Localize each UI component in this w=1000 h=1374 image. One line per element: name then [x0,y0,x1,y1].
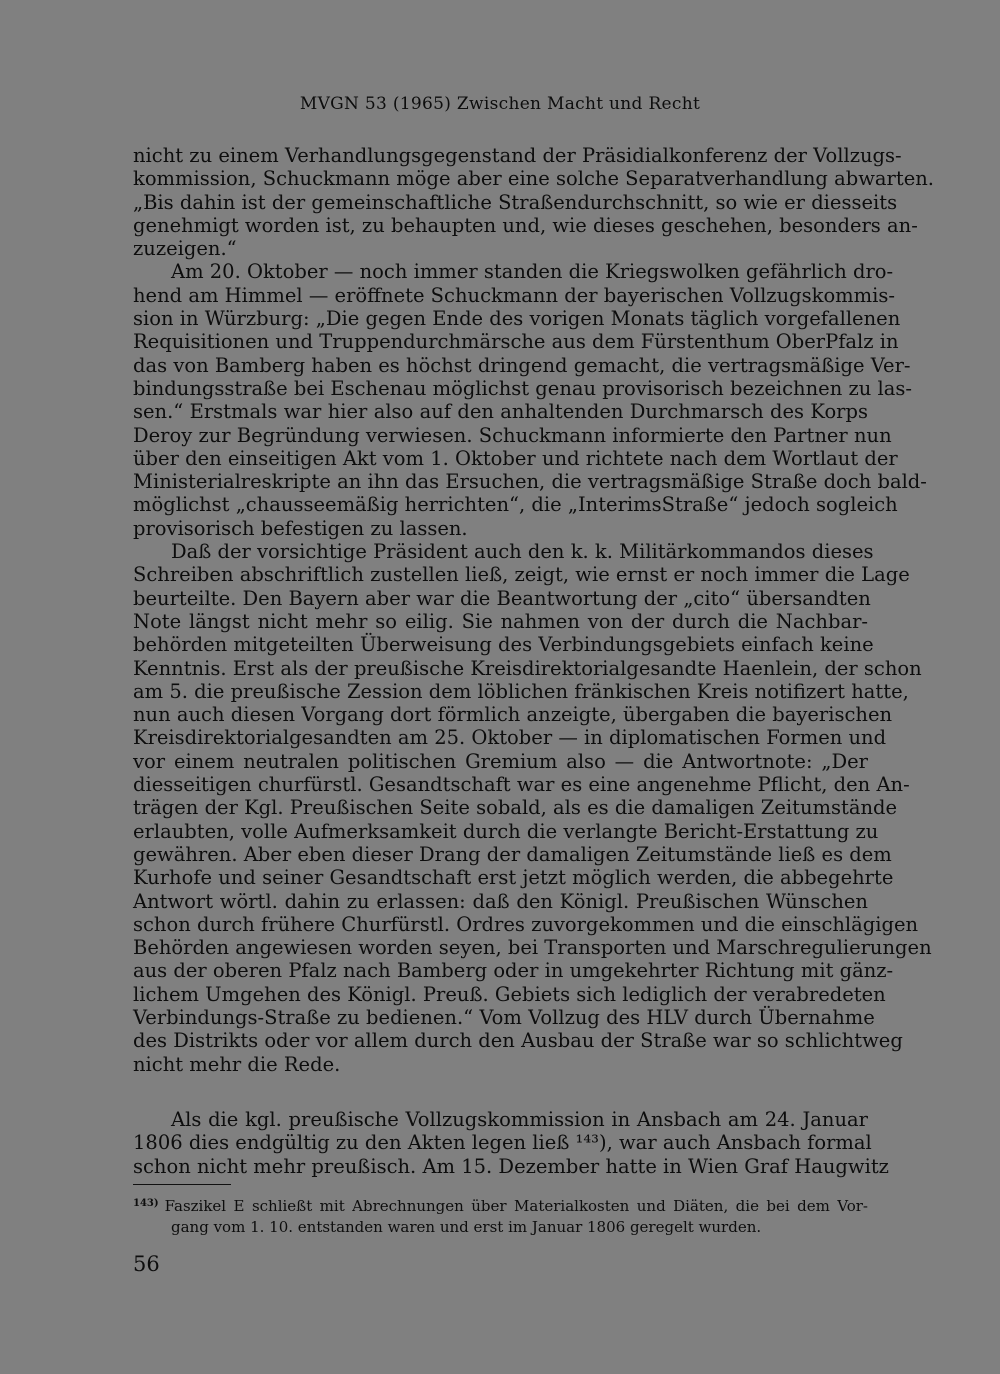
text-line: erlaubten, volle Aufmerksamkeit durch die verlangte Bericht-Erstattung zu [133,819,879,843]
text-line: hend am Himmel — eröffnete Schuckmann der bayerischen Vollzugskommis- [133,283,895,307]
text-line: nicht zu einem Verhandlungsgegenstand der Präsidialkonferenz der Vollzugs- [133,144,902,167]
text-line: Kreisdirektorialgesandten am 25. Oktober — in diplomatischen Formen und [133,726,887,750]
text-line: Verbindungs-Straße zu bedienen.“ Vom Vollzug des HLV durch Übernahme [133,1005,875,1029]
footnote-rule [133,1184,231,1185]
text-line: zuzeigen.“ [133,237,237,261]
text-line: behörden mitgeteilten Überweisung des Verbindungsgebiets einfach keine [133,633,874,657]
text-line: des Distrikts oder vor allem durch den Ausbau der Straße war so schlichtweg [133,1029,903,1053]
text-line: Note längst nicht mehr so eilig. Sie nahmen von der durch die Nachbar- [133,609,868,633]
text-line: am 5. die preußische Zession dem löblichen fränkischen Kreis notifizert hatte, [133,679,909,703]
text-line: Requisitionen und Truppendurchmärsche aus dem Fürstenthum OberPfalz in [133,330,899,354]
text-line: Antwort wörtl. dahin zu erlassen: daß den Königl. Preußischen Wünschen [133,889,868,913]
text-line: provisorisch befestigen zu lassen. [133,516,468,540]
text-line: aus der oberen Pfalz nach Bamberg oder in umgekehrter Richtung mit gänz- [133,959,894,983]
text-line: Ministerialreskripte an ihn das Ersuchen, die vertragsmäßige Straße doch bald- [133,470,927,494]
text-line: schon durch frühere Churfürstl. Ordres zuvorgekommen und die einschlägigen [133,912,919,936]
footnote-marker: 143) [133,1198,159,1209]
text-line: gewähren. Aber eben dieser Drang der damaligen Zeitumstände ließ es dem [133,842,892,866]
text-line: Am 20. Oktober — noch immer standen die Kriegswolken gefährlich dro- [171,260,894,284]
text-line: trägen der Kgl. Preußischen Seite sobald, als es die damaligen Zeitumstände [133,796,898,820]
footnote-line [133,1193,868,1217]
text-line: Schreiben abschriftlich zustellen ließ, zeigt, wie ernst er noch immer die Lage [133,563,910,587]
text-line: Kenntnis. Erst als der preußische Kreisdirektorialgesandte Haenlein, der schon [133,656,922,680]
text-line: Deroy zur Begründung verwiesen. Schuckmann informierte den Partner nun [133,423,892,447]
text-line: vor einem neutralen politischen Gremium also — die Antwortnote: „Der [133,749,868,773]
text-line: 1806 dies endgültig zu den Akten legen ließ ¹⁴³), war auch Ansbach formal [133,1131,872,1155]
footnote [133,1193,868,1238]
text-line: das von Bamberg haben es höchst dringend gemacht, die vertragsmäßige Ver- [133,353,911,377]
text-line: kommission, Schuckmann möge aber eine solche Separatverhandlung abwarten. [133,167,934,191]
running-header: MVGN 53 (1965) Zwischen Macht und Recht [299,94,701,114]
text-line: diesseitigen churfürstl. Gesandtschaft war es eine angenehme Pflicht, den An- [133,773,910,797]
text-line: Als die kgl. preußische Vollzugskommission in Ansbach am 24. Januar [171,1108,868,1131]
text-line: Daß der vorsichtige Präsident auch den k. k. Militärkommandos dieses [171,540,874,564]
text-line: Behörden angewiesen worden seyen, bei Transporten und Marschregulierungen [133,936,932,960]
text-line: nicht mehr die Rede. [133,1052,341,1076]
text-line: schon nicht mehr preußisch. Am 15. Dezember hatte in Wien Graf Haugwitz [133,1154,889,1178]
text-line: genehmigt worden ist, zu behaupten und, wie dieses geschehen, besonders an- [133,213,918,237]
body-text-main [133,144,934,1076]
footnote-text: Faszikel E schließt mit Abrechnungen über Materialkosten und Diäten, die bei dem Vor- [164,1197,868,1215]
text-line: möglichst „chausseemäßig herrichten“, die „InterimsStraße“ jedoch sogleich [133,493,898,517]
page-number: 56 [133,1252,160,1276]
text-line: sen.“ Erstmals war hier also auf den anhaltenden Durchmarsch des Korps [133,400,868,424]
text-line: lichem Umgehen des Königl. Preuß. Gebiets sich lediglich der verabredeten [133,982,886,1006]
footnote-line [133,1217,868,1238]
text-line: nun auch diesen Vorgang dort förmlich anzeigte, übergaben die bayerischen [133,703,893,727]
body-text-continued [133,1108,889,1178]
text-line: Kurhofe und seiner Gesandtschaft erst jetzt möglich werden, die abbegehrte [133,866,894,890]
text-line: über den einseitigen Akt vom 1. Oktober und richtete nach dem Wortlaut der [133,446,898,470]
text-line: beurteilte. Den Bayern aber war die Beantwortung der „cito“ übersandten [133,586,871,610]
text-line: sion in Würzburg: „Die gegen Ende des vorigen Monats täglich vorgefallenen [133,307,901,331]
footnote-text: gang vom 1. 10. entstanden waren und erst im Januar 1806 geregelt wurden. [171,1218,762,1236]
text-line: „Bis dahin ist der gemeinschaftliche Straßendurchschnitt, so wie er diesseits [133,190,898,214]
text-line: bindungsstraße bei Eschenau möglichst genau provisorisch bezeichnen zu las- [133,376,912,400]
